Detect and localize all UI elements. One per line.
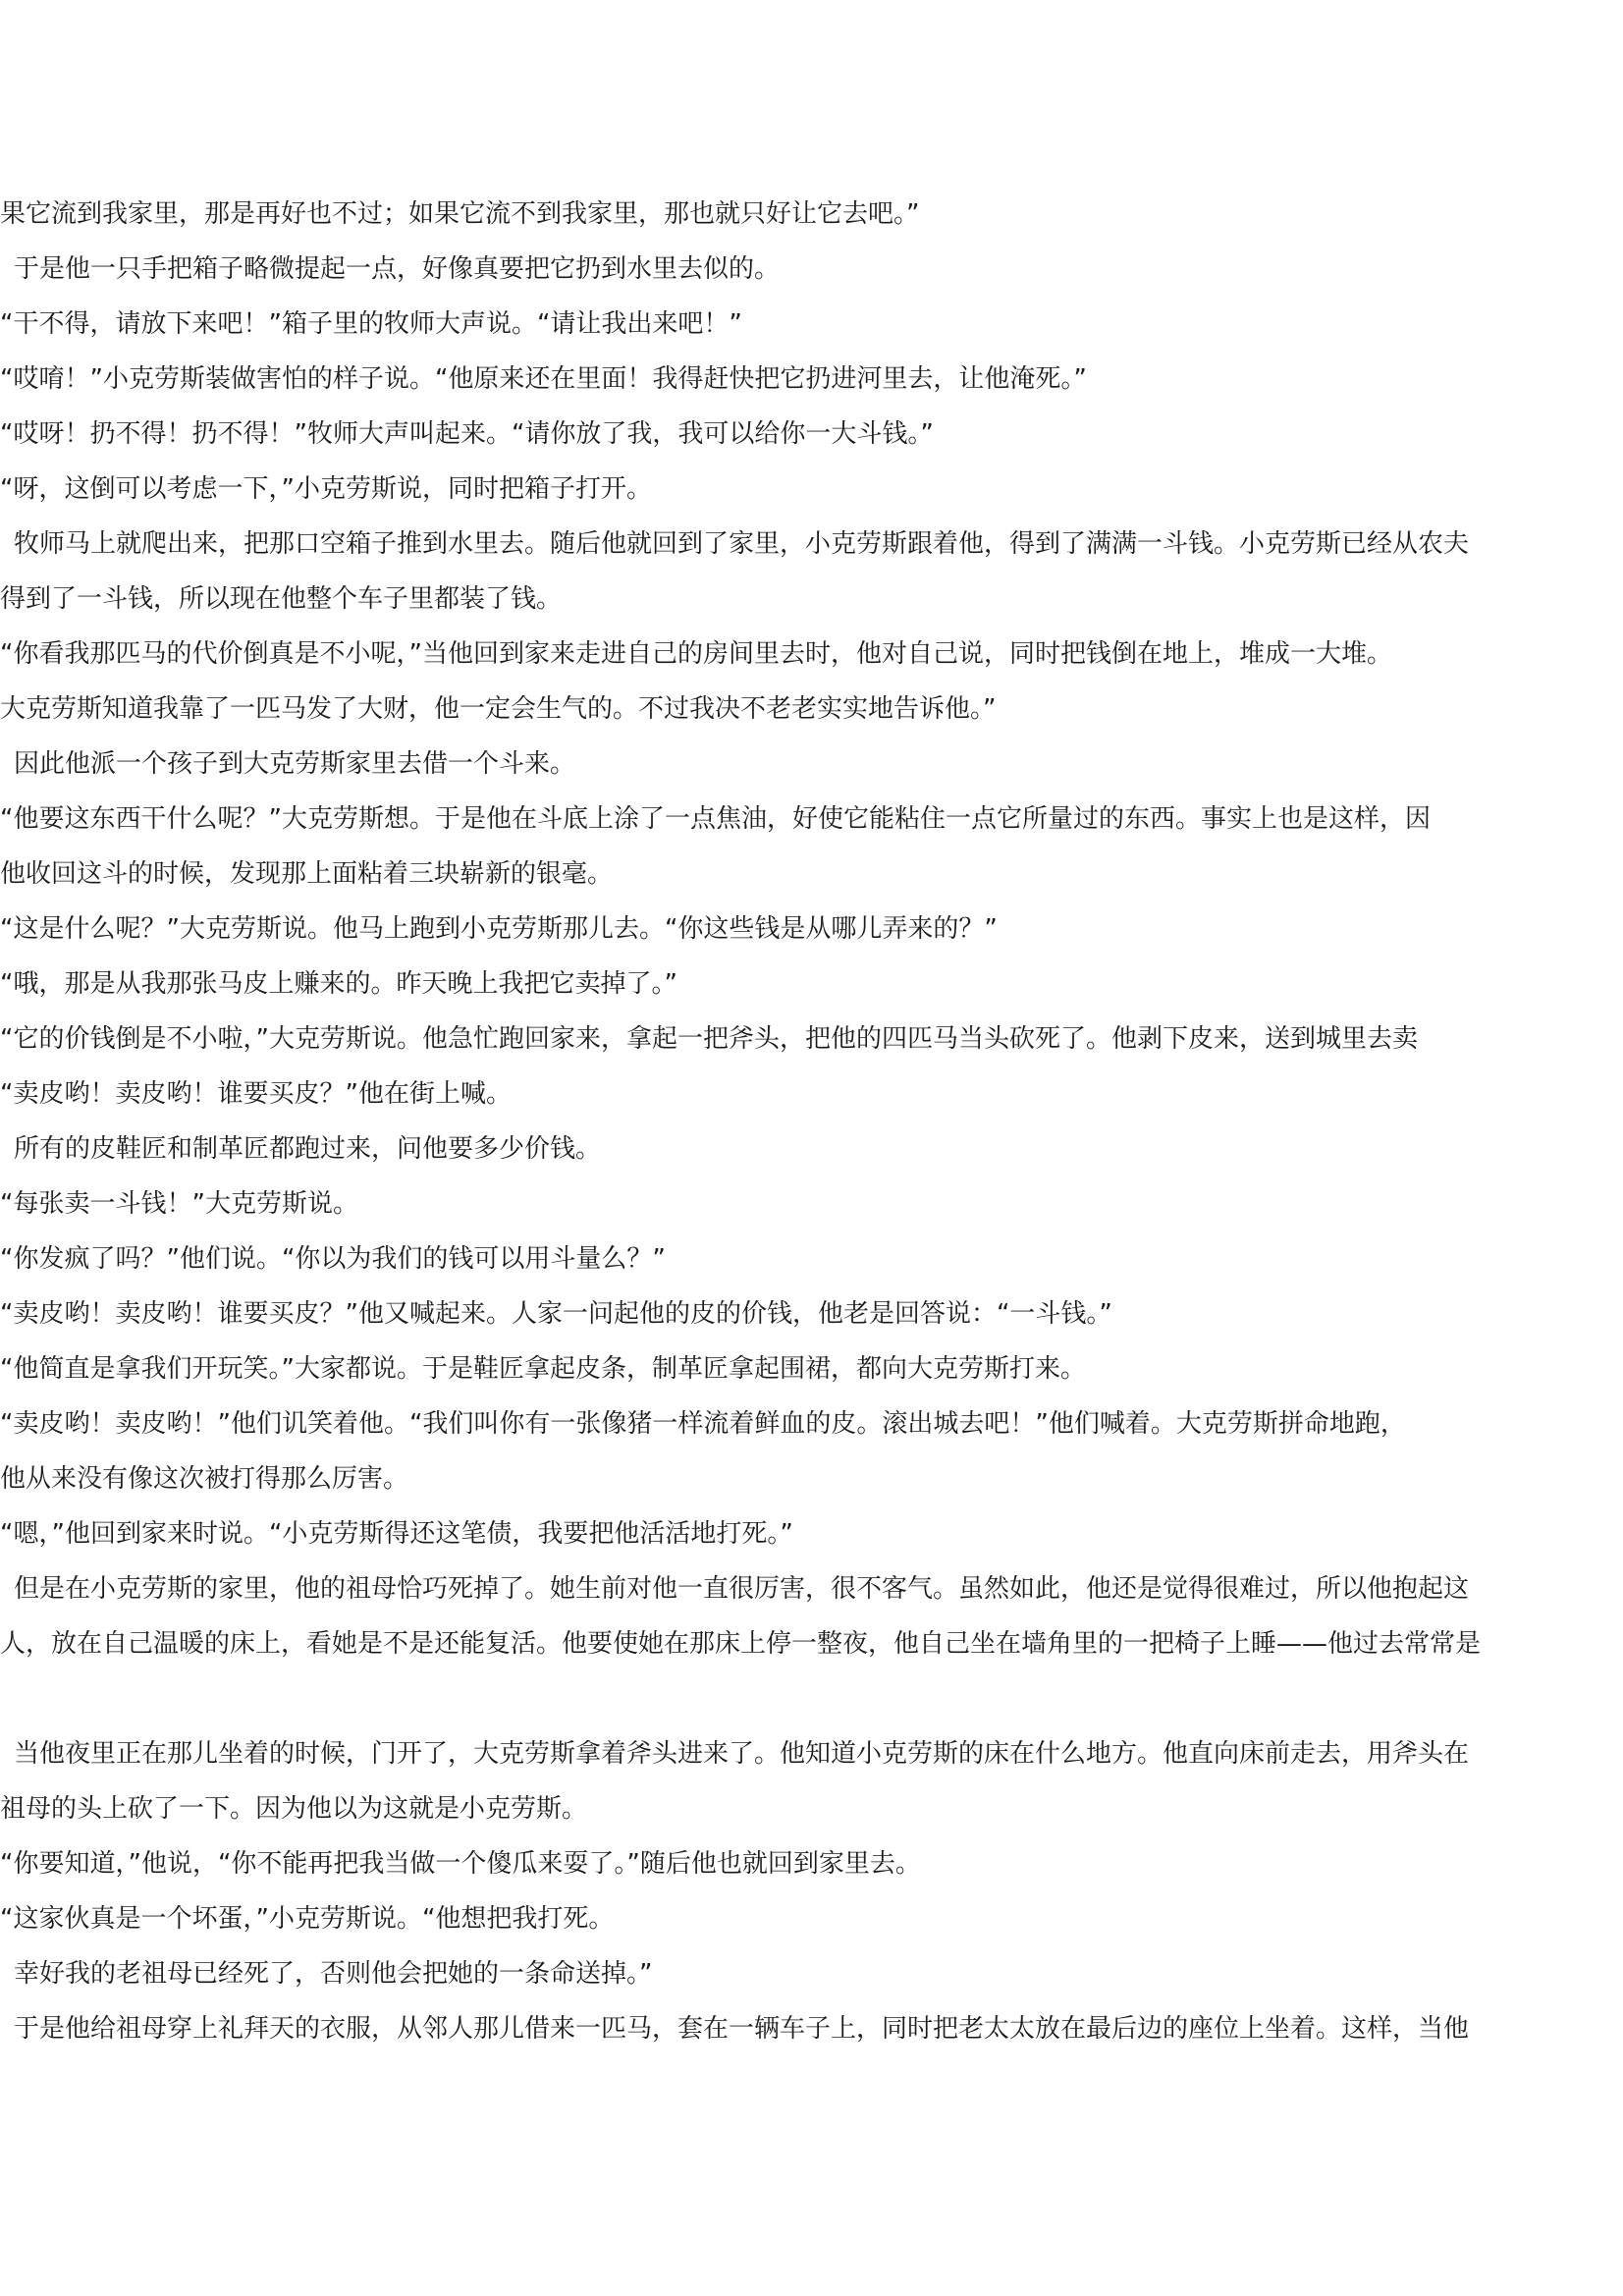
text-line bbox=[0, 1404, 1623, 1444]
text-line-content: 他从来没有像这次被打得那么厉害。 bbox=[0, 1464, 409, 1494]
text-line-content: 所有的皮鞋匠和制革匠都跑过来，问他要多少价钱。 bbox=[14, 1134, 602, 1164]
text-line-content: “你看我那匹马的代价倒真是不小呢，”当他回到家来走进自己的房间里去时，他对自己说，同时把钱倒在地上，堆成一大堆。 bbox=[0, 639, 1392, 669]
text-line bbox=[0, 1129, 1623, 1169]
text-line bbox=[0, 249, 1623, 289]
text-line bbox=[0, 1899, 1623, 1939]
text-line bbox=[0, 1624, 1623, 1664]
text-line-content: “嗯，”他回到家来时说。“小克劳斯得还这笔债，我要把他活活地打死。” bbox=[0, 1519, 793, 1549]
text-line-content: “呀，这倒可以考虑一下，”小克劳斯说，同时把箱子打开。 bbox=[0, 474, 652, 504]
text-line-content: “卖皮哟！卖皮哟！谁要买皮？”他在街上喊。 bbox=[0, 1079, 512, 1109]
text-line bbox=[0, 634, 1623, 674]
text-line bbox=[0, 1954, 1623, 1994]
text-line-content: “他简直是拿我们开玩笑。”大家都说。于是鞋匠拿起皮条，制革匠拿起围裙，都向大克劳斯打来。 bbox=[0, 1354, 1086, 1384]
text-line bbox=[0, 1844, 1623, 1884]
text-line bbox=[0, 854, 1623, 894]
text-line-content: “哦，那是从我那张马皮上赚来的。昨天晚上我把它卖掉了。” bbox=[0, 969, 677, 999]
text-line bbox=[0, 194, 1623, 234]
text-line-content: 牧师马上就爬出来，把那口空箱子推到水里去。随后他就回到了家里，小克劳斯跟着他，得到了满满一斗钱。小克劳斯已经从农夫 bbox=[14, 529, 1470, 559]
text-line-content: 人，放在自己温暖的床上，看她是不是还能复活。他要使她在那床上停一整夜，他自己坐在墙角里的一把椅子上睡——他过去常常是 bbox=[0, 1629, 1482, 1659]
text-line-content: “这家伙真是一个坏蛋，”小克劳斯说。“他想把我打死。 bbox=[0, 1904, 615, 1934]
text-line-content: 祖母的头上砍了一下。因为他以为这就是小克劳斯。 bbox=[0, 1794, 588, 1824]
text-line-content: “卖皮哟！卖皮哟！谁要买皮？”他又喊起来。人家一问起他的皮的价钱，他老是回答说：“一斗钱。” bbox=[0, 1299, 1112, 1329]
text-line bbox=[0, 1074, 1623, 1114]
text-line-content: “卖皮哟！卖皮哟！”他们讥笑着他。“我们叫你有一张像猪一样流着鲜血的皮。滚出城去吧！”他们喊着。大克劳斯拼命地跑， bbox=[0, 1409, 1406, 1439]
text-line bbox=[0, 909, 1623, 949]
text-line bbox=[0, 304, 1623, 344]
text-line-content: “哎呀！扔不得！扔不得！”牧师大声叫起来。“请你放了我，我可以给你一大斗钱。” bbox=[0, 419, 934, 449]
text-line bbox=[0, 1514, 1623, 1554]
text-line bbox=[0, 744, 1623, 784]
text-line-content: 但是在小克劳斯的家里，他的祖母恰巧死掉了。她生前对他一直很厉害，很不客气。虽然如此，他还是觉得很难过，所以他抱起这 bbox=[14, 1574, 1470, 1604]
text-line bbox=[0, 1349, 1623, 1389]
text-line-content: “你发疯了吗？”他们说。“你以为我们的钱可以用斗量么？” bbox=[0, 1244, 666, 1274]
text-line-content: 大克劳斯知道我靠了一匹马发了大财，他一定会生气的。不过我决不老老实实地告诉他。” bbox=[0, 694, 997, 724]
text-line bbox=[0, 579, 1623, 619]
text-line-content: “你要知道，”他说，“你不能再把我当做一个傻瓜来耍了。”随后他也就回到家里去。 bbox=[0, 1849, 921, 1879]
text-line bbox=[0, 689, 1623, 729]
text-line bbox=[0, 1239, 1623, 1279]
text-line-content: 于是他给祖母穿上礼拜天的衣服，从邻人那儿借来一匹马，套在一辆车子上，同时把老太太放在最后边的座位上坐着。这样，当他 bbox=[14, 2014, 1470, 2044]
text-line-content: “哎唷！”小克劳斯装做害怕的样子说。“他原来还在里面！我得赶快把它扔进河里去，让他淹死。” bbox=[0, 364, 1087, 394]
text-line bbox=[0, 1569, 1623, 1609]
text-line bbox=[0, 2009, 1623, 2049]
text-line bbox=[0, 1789, 1623, 1829]
text-line bbox=[0, 1459, 1623, 1499]
text-line-content: “他要这东西干什么呢？”大克劳斯想。于是他在斗底上涂了一点焦油，好使它能粘住一点它所量过的东西。事实上也是这样，因 bbox=[0, 804, 1431, 834]
text-line-content: “干不得，请放下来吧！”箱子里的牧师大声说。“请让我出来吧！” bbox=[0, 309, 742, 339]
text-line-content: “这是什么呢？”大克劳斯说。他马上跑到小克劳斯那儿去。“你这些钱是从哪儿弄来的？” bbox=[0, 914, 998, 944]
text-line bbox=[0, 469, 1623, 509]
text-line-content: “它的价钱倒是不小啦，”大克劳斯说。他急忙跑回家来，拿起一把斧头，把他的四匹马当头砍死了。他剥下皮来，送到城里去卖 bbox=[0, 1024, 1418, 1054]
text-line bbox=[0, 524, 1623, 564]
text-line-content: “每张卖一斗钱！”大克劳斯说。 bbox=[0, 1189, 358, 1219]
text-line-content: 果它流到我家里，那是再好也不过；如果它流不到我家里，那也就只好让它去吧。” bbox=[0, 199, 920, 229]
text-line-content: 得到了一斗钱，所以现在他整个车子里都装了钱。 bbox=[0, 584, 563, 614]
text-line-content: 于是他一只手把箱子略微提起一点，好像真要把它扔到水里去似的。 bbox=[14, 254, 781, 284]
text-line-content: 因此他派一个孩子到大克劳斯家里去借一个斗来。 bbox=[14, 749, 576, 779]
text-line bbox=[0, 799, 1623, 839]
text-line bbox=[0, 359, 1623, 399]
text-line bbox=[0, 964, 1623, 1004]
text-line bbox=[0, 1294, 1623, 1334]
text-line-content: 幸好我的老祖母已经死了，否则他会把她的一条命送掉。” bbox=[14, 1959, 653, 1989]
text-line bbox=[0, 414, 1623, 454]
text-line-content: 当他夜里正在那儿坐着的时候，门开了，大克劳斯拿着斧头进来了。他知道小克劳斯的床在什么地方。他直向床前走去，用斧头在 bbox=[14, 1739, 1470, 1769]
text-line-content: 他收回这斗的时候，发现那上面粘着三块崭新的银毫。 bbox=[0, 859, 614, 889]
text-line bbox=[0, 1184, 1623, 1224]
text-line bbox=[0, 1019, 1623, 1059]
text-line bbox=[0, 1734, 1623, 1774]
